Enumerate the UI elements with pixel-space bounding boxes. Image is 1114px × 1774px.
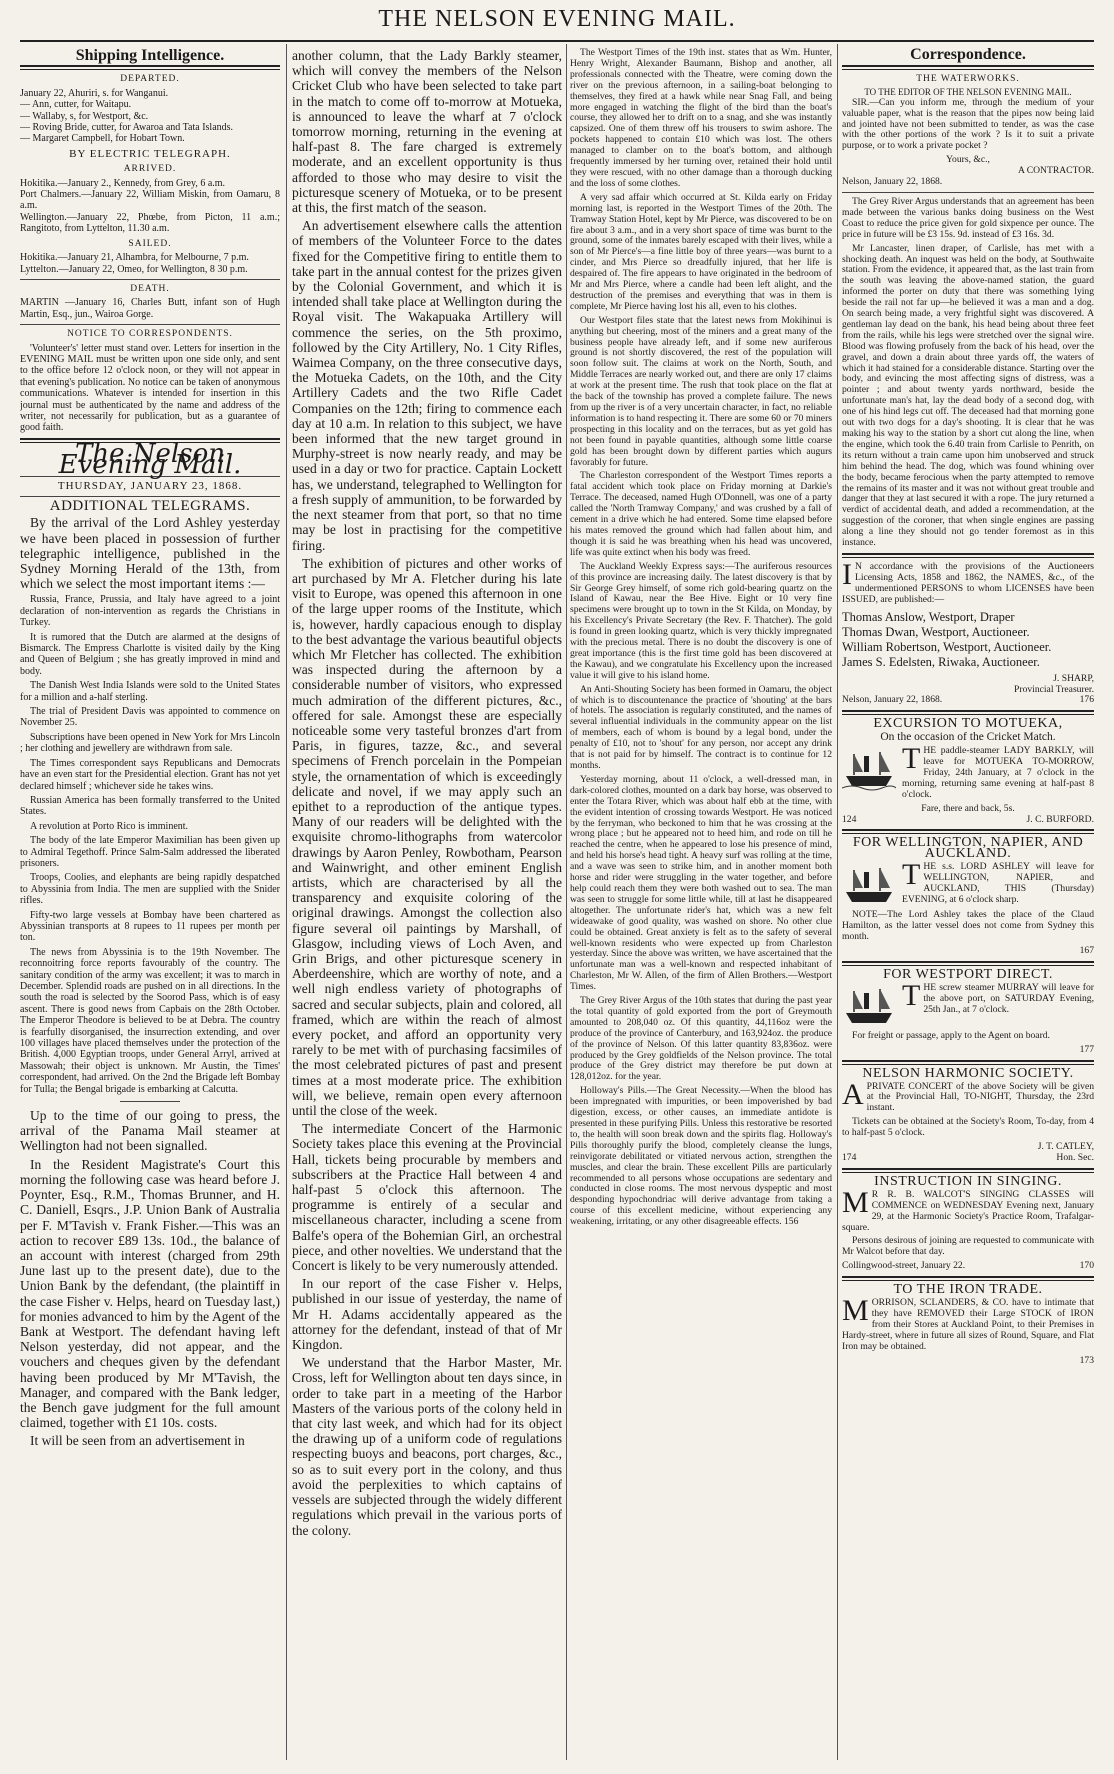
- news-paragraph: Yesterday morning, about 11 o'clock, a well-dressed man, in dark-colored clothes, mounted on a dark bay horse, was observed to enter the Totara River, which was about half ebb at the time, with the evident intention of crossing towards Westport. He was noticed by the ferryman, who beckoned to him that he was crossing at the wrong place ; but he appeared not to heed him, and rode on till he reached the centre, when he appeared to lose his presence of mind, and held his horse's head tight. A heavy surf was rolling at the time, and a wave was seen to strike him, and in another moment both horse and rider were struggling in the water together, and before help could reach them they were both washed out to sea. The man was seen to struggle for some little while, till at last he disappeared altogether. The unfortunate rider's hat, which was a new felt wideawake of good quality, was washed on shore. No other clue could be obtained. Great anxiety is felt as to the safety of several well-known residents who were expected up from Charleston yesterday. Since the above was written, we have ascertained that the unfortunate man was a well-known and respected inhabitant of Charleston, Mr W. Allen, of the firm of Allen Brothers.—Westport Times.: [570, 773, 832, 993]
- telegram-item: Russia, France, Prussia, and Italy have agreed to a joint declaration of non-intervention as regards the Christians in Turkey.: [20, 594, 280, 629]
- divider: [842, 710, 1094, 715]
- excursion-signer: J. C. BURFORD.: [1026, 813, 1094, 825]
- notice-label: NOTICE TO CORRESPONDENTS.: [67, 329, 233, 340]
- divider: [842, 1060, 1094, 1065]
- local-paragraph: In the Resident Magistrate's Court this morning the following case was heard before J. Poynter, Esq., R.M., Thomas Brunner, and H. C. Daniell, Esqrs., J.P. Union Bank of Australia per F. M'Tavish v. Frank Fisher.—This was an action to recover £89 13s. 10d., the balance of an account with interest (charged from 29th June last up to the present date), due to the Union Bank by the defendant, (the plaintiff in the case Fisher v. Helps, heard on Tuesday last,) for monies advanced to him by the Agent of the Bank at Westport. The defendant having left Nelson yesterday, did not appear, and the vouchers and cheques given by the defendant having been produced by Mr M'Tavish, the Manager, and compared with the Bank ledger, the Bench gave judgment for the full amount claimed, together with £1 10s. costs.: [20, 1156, 280, 1431]
- letter-closing: Yours, &c.,: [946, 154, 990, 166]
- death-label: DEATH.: [130, 283, 170, 294]
- sailed-label: SAILED.: [128, 238, 172, 249]
- news-paragraph: Holloway's Pills.—The Great Necessity.—When the blood has been impregnated with impurities, or been impoverished by bad digestion, excess, or other causes, an immediate antidote is presented in these purifying Pills. Unless this restorative be resorted to, the health will soon break down and the spirits flag. Holloway's Pills thoroughly purify the blood, completely cleanse the lungs, reinvigorate debilitated or vitiated nervous action, strengthen the muscles, and clear the brain. These excellent Pills are particularly recommended to all persons whose occupations are sedentary and conducted in close rooms. The most nervous dyspeptic and most desponding hypochondriac will derive advantage from taking a course of this excellent medicine, without experiencing any weakening, irritating, or any other disagreeable effects. 156: [570, 1085, 832, 1228]
- telegram-item: The trial of President Davis was appointed to commence on November 25.: [20, 706, 280, 729]
- arrived-label: ARRIVED.: [123, 164, 177, 175]
- telegram-item: The Danish West India Islands were sold to the United States for a million and a-half sterling.: [20, 680, 280, 703]
- news-paragraph: The Auckland Weekly Express says:—The auriferous resources of this province are increasing daily. The latest discovery is that by Sir George Grey himself, of some rich gold-bearing quartz on the Island of Kawau, near the Bee Hive. Eight or 10 very fine specimens were brought up to town in the St Kilda, on Monday, by his Excellency's Private Secretary (the Rev. F. Thatcher). The gold is found in green looking quartz, which is very thickly impregnated with the precious metal. There is no doubt the discovery is one of great importance (this is the first time gold has been discovered at the Kawau), and we congratulate his Excellency upon the increased value it will give to his island home.: [570, 560, 832, 681]
- news-paragraph: The Charleston correspondent of the Westport Times reports a fatal accident which took place on Friday morning at Darkie's Terrace. The deceased, named Hugh O'Donnell, was one of a party called the 'North Tramway Company,' and was crushed by a fall of cement in a drive which he had entered. Some time elapsed before his mates removed the ground which had fallen about him, and though it is said he was breathing when his head was uncovered, life was quite extinct when his body was freed.: [570, 470, 832, 558]
- letter-text: SIR.—Can you inform me, through the medium of your valuable paper, what is the reason that the pipes now being laid and jointed have not been submitted to tender, as was the case with the other portions of the work ? Is it to suit a private purpose, or to work a private pocket ?: [842, 96, 1094, 152]
- licensing-date: Nelson, January 22, 1868.: [842, 694, 943, 706]
- telegram-item: Troops, Coolies, and elephants are being rapidly despatched to Abyssinia from India. The men are supplied with the Snider rifles.: [20, 872, 280, 907]
- ad-number: 124: [842, 813, 857, 825]
- arrived-item: Hokitika.—January 2., Kennedy, from Grey, 6 a.m.: [20, 177, 226, 189]
- ad-number: 173: [1079, 1354, 1094, 1366]
- arrived-item: Wellington.—January 22, Phœbe, from Picton, 11 a.m.; Rangitoto, from Lyttelton, 11.30 a.m.: [20, 211, 280, 235]
- excursion-text: HE paddle-steamer LADY BARKLY, will leave for MOTUEKA TO-MORROW, Friday, 24th January, at 7 o'clock in the morning, returning same evening at half-past 8 o'clock.: [902, 745, 1094, 800]
- dropcap-m: M: [842, 1294, 869, 1328]
- licensing-notice: [842, 557, 1094, 706]
- article-paragraph: In our report of the case Fisher v. Helps, published in our issue of yesterday, the name of Mr H. Adams accidentally appeared as the attorney for the defendant, instead of that of Mr Kingdon.: [292, 1276, 562, 1353]
- harmonic-tickets: Tickets can be obtained at the Society's Room, To-day, from 4 to half-past 5 o'clock.: [842, 1116, 1094, 1139]
- article-paragraph: We understand that the Harbor Master, Mr. Cross, left for Wellington about ten days since, in order to take part in a meeting of the Harbor Masters of the various ports of the colony held in that city last week, and which had for its object the drawing up of a uniform code of regulations respecting buoys and beacons, port charges, &c., so as to suit every port in the colony, and thus avoid the perplexities to which captains of vessels are subjected through the widely different regulations which prevail in the various ports of the colony.: [292, 1355, 562, 1538]
- column-rule: [286, 44, 287, 1760]
- westport-title: FOR WESTPORT DIRECT.: [883, 966, 1053, 982]
- news-paragraph: An Anti-Shouting Society has been formed in Oamaru, the object of which is to discountenance the practice of 'shouting' at the bars of hotels. The association is regularly constituted, and the names of several influential individuals in the community appear on the list of members, each of whom is bound by a legal bond, under the penalty of £10, not to 'shout' for any person, nor accept any drink that is not paid for by himself. The contract is to continue for 12 months.: [570, 683, 832, 771]
- westport-text: HE screw steamer MURRAY will leave for the above port, on SATURDAY Evening, 25th Jan., at 7 o'clock.: [923, 981, 1094, 1015]
- correspondence-title: Correspondence.: [910, 48, 1026, 63]
- departed-label: DEPARTED.: [120, 74, 180, 85]
- letter-signer: A CONTRACTOR.: [1017, 165, 1094, 177]
- divider: [842, 65, 1094, 70]
- licensing-footer: [842, 695, 1094, 706]
- paper-date: THURSDAY, JANUARY 23, 1868.: [57, 479, 243, 492]
- ad-number: 170: [1079, 1260, 1094, 1272]
- departed-item: — Wallaby, s, for Westport, &c.: [20, 110, 149, 122]
- telegram-item: The news from Abyssinia is to the 19th November. The reconnoitring force reports favourably of the country. The sanitary condition of the army was excellent; it was to march in December. Splendid roads are pushed on in all directions. In the south the road is selected by the Soorod Pass, which is of easy ascent. There is good news from Capbais on the 28th October. The Emperor Theodore is believed to be at Debra. The country is fearfully disorganised, the insurrection extending, and over 100 villages have placed themselves under the protection of the British. 4,000 Egyptian troops, under General Arryl, arrived at Massowah; their object is unknown. Mr Austin, the Times' correspondent, had arrived. On the 2nd the Brigade left Bombay for Tulla; the Bengal brigade is embarking at Calcutta.: [20, 946, 280, 1095]
- news-paragraph: Our Westport files state that the latest news from Mokihinui is anything but cheering, most of the miners and a great many of the business people have already left, and if some new auriferous ground is not shortly discovered, the rest of the population will soon follow suit. The claims at work on the North, South, and Middle Terraces are nearly worked out, and there are only 17 claims at work at the present time. The rush that took place on the flat at the back of the township has proved a complete failure. The news from up the river is of a very uncertain character, in fact, no reliable information is to hand respecting it. There are some 60 or 70 miners prospecting in this locality and on the terraces, but as yet gold has not been found in payable quantities, although some little coarse gold has been brought down by different parties which augurs favorably for future.: [570, 314, 832, 468]
- licensing-signer: J. SHARP,: [1053, 672, 1094, 684]
- licensee: Thomas Dwan, Westport, Auctioneer.: [842, 624, 1030, 639]
- divider: [842, 1276, 1094, 1281]
- masthead-rule: [20, 40, 1094, 42]
- telegram-item: A revolution at Porto Rico is imminent.: [30, 820, 189, 832]
- excursion-subtitle: On the occasion of the Cricket Match.: [880, 731, 1056, 744]
- singing-text: R R. B. WALCOT'S SINGING CLASSES will COMMENCE on WEDNESDAY Evening next, January 29, at the Harmonic Society's Practice Room, Trafalgar-square.: [842, 1188, 1094, 1233]
- wellington-note: NOTE—The Lord Ashley takes the place of the Claud Hamilton, as the latter vessel does not come from Sydney this month.: [842, 909, 1094, 943]
- harmonic-title: NELSON HARMONIC SOCIETY.: [862, 1065, 1074, 1081]
- news-paragraph: The Westport Times of the 19th inst. states that as Wm. Hunter, Henry Wright, Alexander Baumann, Bishop and another, all professionals connected with the Theatre, were coming down the river on the previous afternoon, in a sailing-boat belonging to themselves, they fired at a hawk while near Snag Fall, and being more engaged in watching the flight of the bird than the boat's course, they allowed her to drift on to a snag, and she was instantly capsized. One of them threw off his trousers to swim ashore. The pockets happened to contain £10 which was lost. The others managed to clamber on to the boat's bottom, and although frequently immersed by her turning over, retained their hold until they were rescued, with no other damage than a thorough ducking and the loss of some clothes.: [570, 48, 832, 189]
- masthead-title: THE NELSON EVENING MAIL.: [378, 6, 736, 32]
- licensee: Thomas Anslow, Westport, Draper: [842, 609, 1015, 624]
- licensee-list: [842, 610, 1094, 670]
- wellington-title: FOR WELLINGTON, NAPIER, AND AUCKLAND.: [852, 835, 1084, 862]
- dropcap-i: I: [842, 557, 852, 591]
- news-paragraph: A very sad affair which occurred at St. Kilda early on Friday morning last, is reported in the Westport Times of the 20th. The Tramway Station Hotel, kept by Mr Pierce, was discovered to be on fire about 3 a.m., and in a very short space of time was burnt to the ground, some of the inmates barely escaped with their lives, while a son of Mr Pierce's—a fine little boy of three years—was burnt to a cinder, and Mrs Pierce so dreadfully injured, that her life is despaired of. The fire appears to have originated in the bedroom of Mr and Mrs Pierce, where a candle had been left alight, and the destruction of the premises and everything that was in them is complete, Mr Pierce having lost his all, even to his clothes.: [570, 191, 832, 312]
- divider: [842, 192, 1094, 193]
- ad-number: 167: [1079, 945, 1094, 956]
- waterworks-label: THE WATERWORKS.: [916, 73, 1020, 84]
- singing-footer: [842, 1261, 1094, 1272]
- excursion-title: EXCURSION TO MOTUEKA,: [873, 716, 1063, 732]
- harmonic-role: Hon. Sec.: [1056, 1151, 1094, 1163]
- iron-text: ORRISON, SCLANDERS, & CO. have to intimate that they have REMOVED their Large STOCK of IRON from their Stores at Auckland Point, to their Premises in Hardy-street, where in future all sizes of Round, Square, and Flat Iron may be obtained.: [842, 1297, 1094, 1352]
- paper-title: The Nelson Evening Mail.: [58, 438, 242, 481]
- telegrams-title: ADDITIONAL TELEGRAMS.: [49, 498, 251, 514]
- divider: [842, 1168, 1094, 1173]
- column-4: [842, 48, 1094, 1760]
- arrived-item: Port Chalmers.—January 22, William Miskin, from Oamaru, 8 a.m.: [20, 189, 280, 212]
- masthead: [0, 0, 1114, 44]
- column-1: [20, 48, 280, 1760]
- sailed-item: Hokitika.—January 21, Alhambra, for Melbourne, 7 p.m.: [20, 252, 249, 264]
- westport-freight: For freight or passage, apply to the Agent on board.: [852, 1029, 1050, 1041]
- licensee: James S. Edelsten, Riwaka, Auctioneer.: [842, 654, 1040, 669]
- singing-note: Persons desirous of joining are requested to communicate with Mr Walcot before that day.: [842, 1235, 1094, 1258]
- column-rule: [566, 44, 567, 1760]
- licensing-role: Provincial Treasurer.: [1014, 683, 1094, 695]
- divider: [842, 553, 1094, 558]
- local-paragraph: It will be seen from an advertisement in: [30, 1433, 245, 1449]
- telegram-item: It is rumored that the Dutch are alarmed at the designs of Bismarck. The Empress Charlotte is visited daily by the King and Queen of Belgium ; she has greatly improved in mind and body.: [20, 631, 280, 677]
- divider: [20, 65, 280, 70]
- column-2: [292, 48, 562, 1760]
- notice-text: 'Volunteer's' letter must stand over. Letters for insertion in the EVENING MAIL must be written upon one side only, and sent to the office before 12 o'clock noon, or they will not appear in that evening's publication. No notice can be taken of anonymous communications. Whatever is intended for insertion in this journal must be authenticated by the name and address of the writer, not necessarily for publication, but as a guarantee of good faith.: [20, 342, 280, 434]
- harmonic-footer: [842, 1153, 1094, 1164]
- singing-title: INSTRUCTION IN SINGING.: [874, 1173, 1062, 1189]
- article-paragraph: another column, that the Lady Barkly steamer, which will convey the members of the Nelson Cricket Club who have been selected to take part in the match to come off to-morrow at Motueka, is announced to leave the wharf at 7 o'clock tomorrow morning, returning in the evening at half-past 8. The fare charged is extremely moderate, and an excellent opportunity is thus afforded to those who may desire to visit the picturesque scenery of Motueka, or to be present at this, the first match of the season.: [292, 48, 562, 216]
- article-paragraph: The exhibition of pictures and other works of art purchased by Mr A. Fletcher during his late visit to Europe, was opened this afternoon in one of the large upper rooms of the Institute, which is, however, hardly capacious enough to display to the best advantage the various beautiful objects which Mr Fletcher has collected. The exhibition was inspected during the afternoon by a considerable number of visitors, who expressed much admiration of the different pictures, &c., offered for sale. Amongst these are especially noticeable some very tasteful bronzes d'art from Paris, in figures, tazze, &c., and several specimens of French porcelain in the Pompeian style, the ornamentation of which is exceedingly delicate and novel, if we may apply such an epithet to a reproduction of the antique types. Many of our readers will be delighted with the exquisite chromo-lithographs from watercolor drawings by Aaron Penley, Rowbotham, Pearson and Wainwright, and other eminent English artists, which are characterised by all the transparency and exquisite coloring of the original drawings. Amongst the collection also figure several oil paintings by Marshall, of Glasgow, including views of Loch Aven, and Grin Brigs, and other picturesque scenery in Aberdeenshire, which are worthy of note, and a well nigh endless variety of photographs of sacred and secular subjects, plain and colored, all framed, which are within the reach of almost every pocket, and afford an opportunity very rarely to be met with of purchasing facsimiles of the most celebrated pictures of past and present times at a most moderate price. The exhibition will, we believe, remain open every afternoon until the close of the week.: [292, 555, 562, 1119]
- divider: [842, 961, 1094, 966]
- dropcap-t: T: [902, 858, 921, 892]
- telegram-item: Russian America has been formally transferred to the United States.: [20, 794, 280, 818]
- death-notice: MARTIN —January 16, Charles Butt, infant son of Hugh Martin, Esq., jun., Wairoa Gorge.: [20, 297, 280, 320]
- steamer-icon: [842, 864, 896, 908]
- singing-address: Collingwood-street, January 22.: [842, 1260, 966, 1272]
- licensing-text: N accordance with the provisions of the Auctioneers Licensing Acts, 1858 and 1862, the NAMES, &c., of the undermentioned PERSONS to whom LICENSES have been ISSUED, are published:—: [842, 560, 1094, 605]
- ad-number: 176: [1079, 694, 1094, 706]
- divider: [842, 829, 1094, 834]
- divider: [120, 1101, 180, 1102]
- dropcap-m: M: [842, 1185, 869, 1219]
- telegram-item: Fifty-two large vessels at Bombay have been chartered as Abyssinian transports at 8 rupees to 11 rupees per month per ton.: [20, 909, 280, 944]
- local-paragraph: Up to the time of our going to press, the arrival of the Panama Mail steamer at Wellington had not been signalled.: [20, 1108, 280, 1154]
- iron-title: TO THE IRON TRADE.: [893, 1282, 1043, 1298]
- dropcap-a: A: [842, 1077, 864, 1111]
- sailed-item: Lyttelton.—January 22, Omeo, for Wellington, 8 30 p.m.: [20, 263, 248, 275]
- excursion-footer: [842, 815, 1094, 826]
- news-paragraph: The Grey River Argus of the 10th states that during the past year the total quantity of gold exported from the port of Greymouth amounted to 208,040 oz. Of this quantity, 44,116oz were the produce of the province of Canterbury, and 163,924oz. the produce of the province of Nelson. Of this latter quantity 83,836oz. were produced by the Grey goldfields of the Nelson province. The total produce of the Grey district may therefore be put down at 128,012oz. for the year.: [570, 995, 832, 1083]
- telegram-item: The Times correspondent says Republicans and Democrats have an even start for the Presidential election. Grant has not yet declared himself ; whichever side he takes wins.: [20, 757, 280, 792]
- departed-item: — Margaret Campbell, for Hobart Town.: [20, 133, 185, 145]
- divider: [20, 279, 280, 280]
- telegram-item: The body of the late Emperor Maximilian has been given up to Admiral Tegethoff. Prince Salm-Salm addressed the liberated prisoners.: [20, 835, 280, 869]
- letter-date: Nelson, January 22, 1868.: [842, 176, 943, 188]
- steamer-icon: [842, 985, 896, 1029]
- departed-item: — Roving Bride, cutter, for Awaroa and Tata Islands.: [20, 122, 234, 134]
- column-3: [570, 48, 832, 1760]
- telegram-item: Subscriptions have been opened in New York for Mrs Lincoln ; her clothing and jewellery are withdrawn from sale.: [20, 731, 280, 755]
- shipping-title: Shipping Intelligence.: [75, 48, 225, 64]
- licensee: William Robertson, Westport, Auctioneer.: [842, 639, 1052, 654]
- excursion-fare: Fare, there and back, 5s.: [921, 802, 1015, 814]
- telegrams-intro: By the arrival of the Lord Ashley yesterday we have been placed in possession of further telegraphic intelligence, published in the Sydney Morning Herald of the 13th, from which we select the most important items :—: [20, 515, 280, 592]
- steamer-icon: [842, 748, 896, 792]
- to-editor: TO THE EDITOR OF THE NELSON EVENING MAIL.: [864, 86, 1072, 97]
- article-paragraph: An advertisement elsewhere calls the attention of members of the Volunteer Force to the dates fixed for the Competitive firing to entitle them to take part in the annual contest for the prizes given by the Colonial Government, and which it is intended shall take place at Wellington during the Royal visit. The Wakapuaka Artillery will commence the series, on the 5th proximo, followed by the City Artillery, No. 1 City Rifles, Waimea Company, on the three consecutive days, the Motueka Cadets, on the 10th, and the City Artillery Cadets and the two Rifle Cadet Companies on the 12th; firing to commence each day at 10 a.m. In relation to this subject, we have been informed that the new target ground in Murphy-street is now nearly ready, and may be used in a day or two for practice. Captain Lockett has, we understand, telegraphed to Wellington for a fresh supply of ammunition, to be forwarded by the next steamer from that port, so that no time may be lost in practising for the competitive firing.: [292, 218, 562, 553]
- column-rule: [837, 44, 838, 1760]
- ad-number: 174: [842, 1151, 857, 1163]
- dropcap-t: T: [902, 742, 921, 776]
- harmonic-text: PRIVATE CONCERT of the above Society will be given at the Provincial Hall, TO-NIGHT, Thursday, the 23rd instant.: [866, 1080, 1094, 1114]
- argus-paragraph: The Grey River Argus understands that an agreement has been made between the various banks doing business on the West Coast to reduce the price given for gold sixpence per ounce. The price in future will be £3 15s. 9d. instead of £3 16s. 3d.: [842, 195, 1094, 240]
- harmonic-signer: J. T. CATLEY,: [1037, 1141, 1094, 1153]
- article-paragraph: The intermediate Concert of the Harmonic Society takes place this evening at the Provincial Hall, tickets being procurable by members and subscribers at the Practice Hall between 4 and half-past 5 o'clock this afternoon. The programme is entirely of a secular and miscellaneous character, including a scene from Balfe's opera of the Bohemian Girl, an orchestral piece, and other novelties. We understand that the Concert is likely to be very numerously attended.: [292, 1121, 562, 1274]
- departed-item: — Ann, cutter, for Waitapu.: [20, 99, 132, 111]
- telegraph-label: BY ELECTRIC TELEGRAPH.: [69, 147, 231, 160]
- departed-item: January 22, Ahuriri, s. for Wanganui.: [20, 87, 169, 99]
- divider: [20, 324, 280, 325]
- wellington-text: HE s.s. LORD ASHLEY will leave for WELLINGTON, NAPIER, and AUCKLAND, THIS (Thursday) EVENING, at 6 o'clock sharp.: [902, 861, 1094, 905]
- ad-number: 177: [1079, 1043, 1094, 1055]
- divider: [20, 496, 280, 497]
- carlisle-paragraph: Mr Lancaster, linen draper, of Carlisle, has met with a shocking death. An inquest was held on the body, at Southwaite station. From the evidence, it appeared that, as the last train from the south was leaving the above-named station, the guard informed the porter on duty that there was something lying beside the rail not far up—he believed it was a man and a dog. On search being made, a very frightful sight was discovered. A gentleman lay dead on the bank, his head being about three feet from the rails, while his legs were stretched over the signal wire. Blood was flowing profusely from the back of his head, over the gravel, and down a drain about three yards off, the waters of which it had stained for a considerable distance. Starting over the body, and evincing the most affecting signs of distress, was a pointer ; and about twenty yards northward, beside the unfortunate man's hat, lay the dead body of a second dog, with one of his hind legs cut off. The deceased had that morning gone out with two dogs for a day's shooting. It is clear that he was making his way to the station by a short cut along the line, when the engine, which took the 6.40 train from Carlisle to Penrith, on its return without a train came upon him unobserved and struck him behind the head. The dog, which was found whining over the body, became ferocious when the party attempted to remove the remains of its master and it was not without great trouble and danger that they at last secured it with a rope. The jury returned a verdict of accidental death, and added a recommendation, at the suggestion of the coroner, that when single engines are passing along a line they should not go tender foremost as in this instance.: [842, 242, 1094, 549]
- dropcap-t: T: [902, 978, 921, 1012]
